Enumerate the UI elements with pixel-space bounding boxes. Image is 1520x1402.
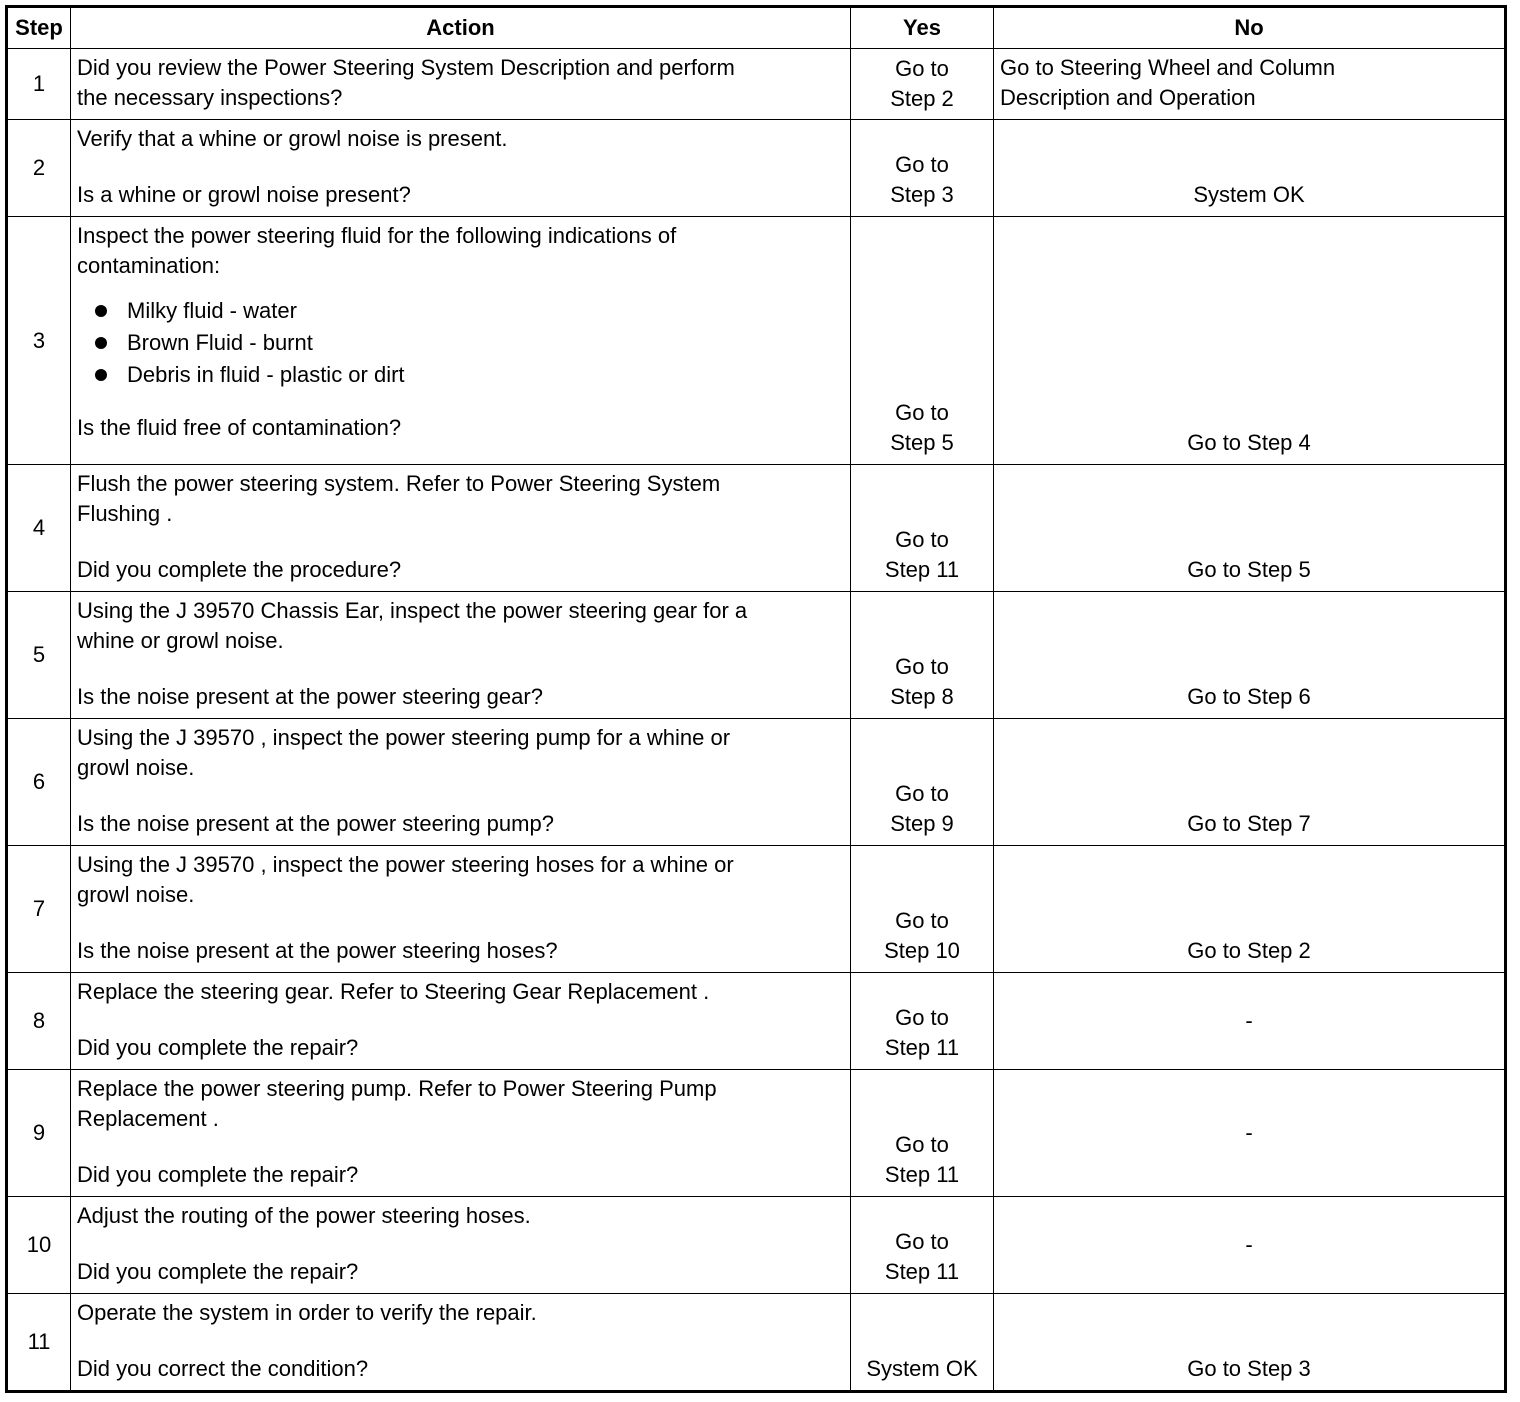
no-cell: - (994, 1197, 1506, 1294)
bullet-icon (95, 369, 107, 381)
step-number: 3 (7, 217, 71, 465)
yes-cell (851, 1294, 994, 1392)
diagnostic-table (5, 5, 1507, 1393)
yes-text: Step 3 (890, 182, 954, 207)
header-step: Step (7, 7, 71, 49)
table-row (7, 973, 1506, 1070)
question-text: Did you complete the repair? (77, 1162, 359, 1187)
action-text: Operate the system in order to verify the repair. (77, 1300, 537, 1325)
action-cell (71, 465, 851, 592)
list-item: Brown Fluid - burnt (77, 327, 844, 359)
step-number: 6 (7, 719, 71, 846)
no-cell: Go to Step 3 (994, 1294, 1506, 1392)
yes-cell (851, 1070, 994, 1197)
no-cell: Go to Step 4 (994, 217, 1506, 465)
yes-cell (851, 465, 994, 592)
yes-text: Step 11 (884, 557, 960, 582)
yes-text: Go to (895, 400, 949, 425)
action-text: Adjust the routing of the power steering hoses. (77, 1203, 531, 1228)
table-row (7, 49, 1506, 120)
yes-text: Step 11 (884, 1162, 960, 1187)
header-no: No (994, 7, 1506, 49)
action-text: Did you review the Power Steering System Description and perform (77, 55, 735, 80)
table-row (7, 719, 1506, 846)
step-number: 5 (7, 592, 71, 719)
bullet-icon (95, 337, 107, 349)
step-number: 11 (7, 1294, 71, 1392)
no-cell: Go to Step 5 (994, 465, 1506, 592)
header-yes: Yes (851, 7, 994, 49)
question-text: Is the fluid free of contamination? (77, 415, 402, 440)
yes-cell (851, 973, 994, 1070)
question-text: Did you complete the repair? (77, 1259, 359, 1284)
table-row (7, 465, 1506, 592)
yes-text: System OK (866, 1356, 978, 1381)
action-cell (71, 719, 851, 846)
yes-text: Step 11 (884, 1035, 960, 1060)
step-number: 7 (7, 846, 71, 973)
action-text: Replace the steering gear. Refer to Steering Gear Replacement . (77, 979, 710, 1004)
yes-text: Go to (895, 152, 949, 177)
action-text: growl noise. (77, 882, 195, 907)
yes-cell (851, 592, 994, 719)
yes-text: Go to (895, 908, 949, 933)
action-text: whine or growl noise. (77, 628, 284, 653)
list-item: Milky fluid - water (77, 295, 844, 327)
yes-cell (851, 120, 994, 217)
yes-text: Step 8 (890, 684, 954, 709)
no-cell: Go to Step 6 (994, 592, 1506, 719)
action-cell (71, 49, 851, 120)
yes-text: Go to (895, 654, 949, 679)
question-text: Did you complete the procedure? (77, 557, 402, 582)
action-cell (71, 973, 851, 1070)
contamination-list (77, 295, 844, 391)
no-text: Go to Steering Wheel and Column (1000, 55, 1336, 80)
action-text: contamination: (77, 253, 221, 278)
no-text: Description and Operation (1000, 85, 1256, 110)
yes-text: Go to (895, 781, 949, 806)
question-text: Is the noise present at the power steering hoses? (77, 938, 558, 963)
question-text: Did you complete the repair? (77, 1035, 359, 1060)
no-cell: - (994, 973, 1506, 1070)
yes-cell (851, 217, 994, 465)
action-text: Flushing . (77, 501, 173, 526)
action-cell (71, 1197, 851, 1294)
yes-text: Go to (895, 56, 949, 81)
yes-text: Go to (895, 1132, 949, 1157)
action-text: Inspect the power steering fluid for the following indications of (77, 223, 677, 248)
yes-text: Step 10 (884, 938, 960, 963)
action-text: Verify that a whine or growl noise is present. (77, 126, 508, 151)
no-cell: - (994, 1070, 1506, 1197)
yes-text: Step 9 (890, 811, 954, 836)
step-number: 4 (7, 465, 71, 592)
yes-text: Go to (895, 527, 949, 552)
question-text: Is a whine or growl noise present? (77, 182, 411, 207)
no-cell: Go to Step 7 (994, 719, 1506, 846)
table-row (7, 120, 1506, 217)
table-row (7, 1070, 1506, 1197)
step-number: 1 (7, 49, 71, 120)
yes-text: Step 11 (884, 1259, 960, 1284)
yes-cell (851, 49, 994, 120)
action-text: Replacement . (77, 1106, 219, 1131)
table-row (7, 1294, 1506, 1392)
action-text: Using the J 39570 , inspect the power steering pump for a whine or (77, 725, 731, 750)
list-item: Debris in fluid - plastic or dirt (77, 359, 844, 391)
yes-cell (851, 719, 994, 846)
yes-text: Step 5 (890, 430, 954, 455)
header-row (7, 7, 1506, 49)
action-text: the necessary inspections? (77, 85, 343, 110)
action-cell (71, 846, 851, 973)
action-cell (71, 1070, 851, 1197)
no-cell: Go to Step 2 (994, 846, 1506, 973)
yes-text: Go to (895, 1229, 949, 1254)
yes-cell (851, 846, 994, 973)
action-text: growl noise. (77, 755, 195, 780)
no-cell (994, 49, 1506, 120)
bullet-icon (95, 305, 107, 317)
yes-cell (851, 1197, 994, 1294)
table-row (7, 846, 1506, 973)
header-action: Action (71, 7, 851, 49)
yes-text: Go to (895, 1005, 949, 1030)
action-text: Flush the power steering system. Refer to Power Steering System (77, 471, 721, 496)
table-row (7, 592, 1506, 719)
no-cell: System OK (994, 120, 1506, 217)
action-cell (71, 217, 851, 465)
yes-text: Step 2 (890, 86, 954, 111)
action-text: Using the J 39570 , inspect the power steering hoses for a whine or (77, 852, 734, 877)
action-cell (71, 1294, 851, 1392)
step-number: 10 (7, 1197, 71, 1294)
action-text: Using the J 39570 Chassis Ear, inspect the power steering gear for a (77, 598, 748, 623)
table-row (7, 217, 1506, 465)
question-text: Is the noise present at the power steering pump? (77, 811, 554, 836)
question-text: Is the noise present at the power steering gear? (77, 684, 543, 709)
step-number: 2 (7, 120, 71, 217)
action-text: Replace the power steering pump. Refer to Power Steering Pump (77, 1076, 717, 1101)
action-cell (71, 592, 851, 719)
step-number: 8 (7, 973, 71, 1070)
step-number: 9 (7, 1070, 71, 1197)
action-cell (71, 120, 851, 217)
table-row (7, 1197, 1506, 1294)
question-text: Did you correct the condition? (77, 1356, 369, 1381)
